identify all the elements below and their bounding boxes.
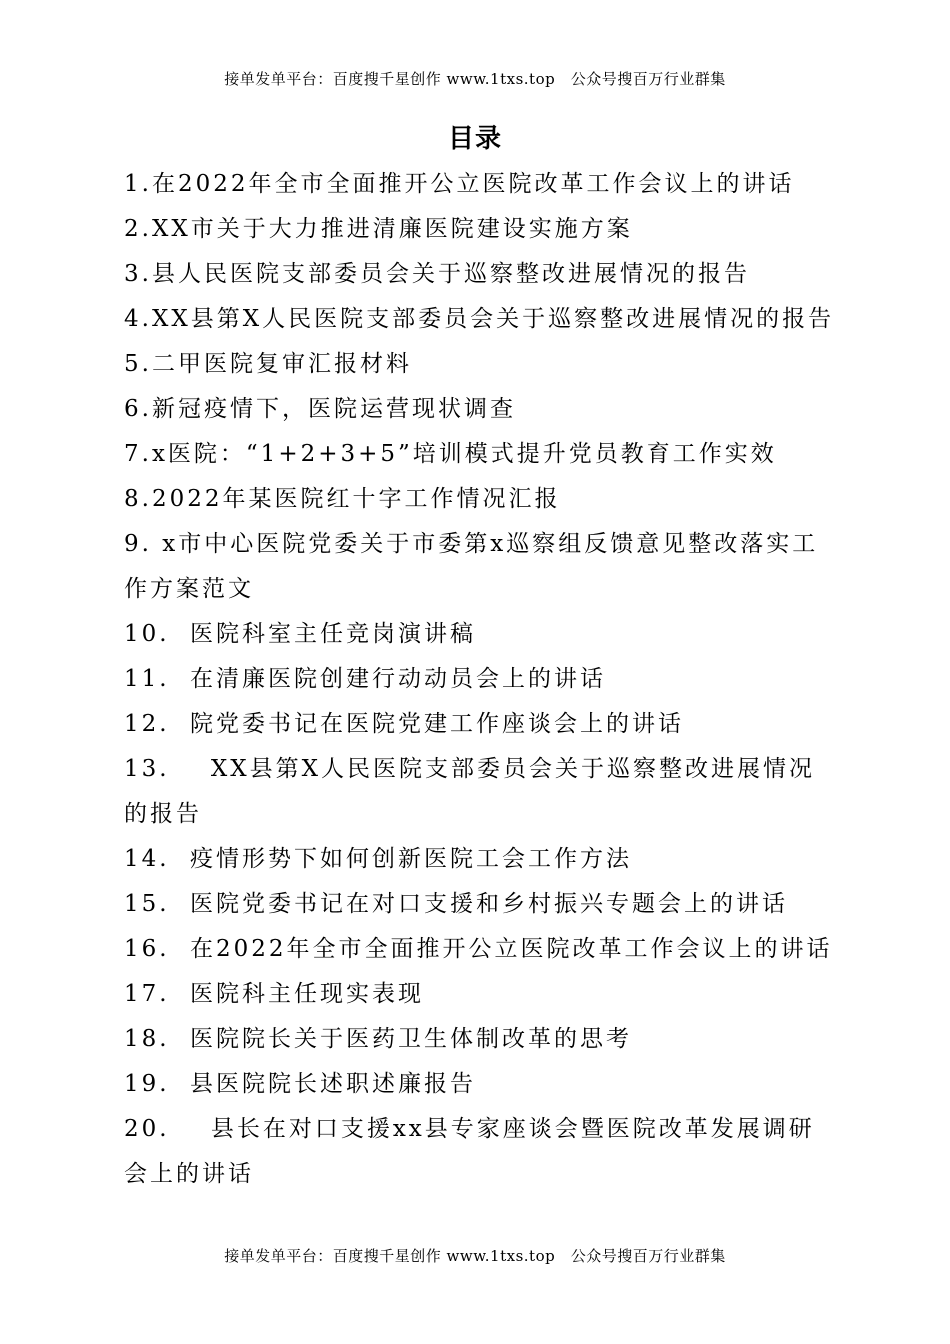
toc-item [124,657,839,702]
toc-item-title: 在2022年全市全面推开公立医院改革工作会议上的讲话 [151,171,795,197]
toc-item-number: 18. [124,1026,170,1052]
toc-item [124,1107,839,1197]
toc-item [124,702,839,747]
toc-item [124,927,839,972]
toc-item [124,207,839,252]
toc-item [124,522,839,612]
toc-item-number: 19. [124,1071,170,1097]
toc-item-number: 2. [124,216,152,242]
toc-item [124,252,839,297]
toc-item-title: XX县第X人民医院支部委员会关于巡察整改进展情况的报告 [151,306,835,332]
toc-item-title: 县医院院长述职述廉报告 [190,1071,476,1097]
toc-item-title: 医院科室主任竞岗演讲稿 [190,621,476,647]
toc-item [124,387,839,432]
toc-item-number: 16. [124,936,170,962]
toc-item-number: 12. [124,711,170,737]
toc-item-title: 2022年某医院红十字工作情况汇报 [151,486,561,512]
page-header: 接单发单平台：百度搜千星创作 www.1txs.top 公众号搜百万行业群集 [224,70,726,88]
toc-item-title: 在清廉医院创建行动动员会上的讲话 [190,666,606,692]
toc-item [124,882,839,927]
toc-item-number: 8. [124,486,152,512]
toc-item-number: 17. [124,981,170,1007]
toc-item-title: 县人民医院支部委员会关于巡察整改进展情况的报告 [151,261,750,287]
toc-item [124,297,839,342]
toc-item-title: 二甲医院复审汇报材料 [151,351,412,377]
toc-item [124,612,839,657]
toc-item-number: 9. [124,531,163,557]
toc-item-number: 5. [124,351,152,377]
toc-item-title: 医院党委书记在对口支援和乡村振兴专题会上的讲话 [190,891,788,917]
toc-item-title: 县长在对口支援xx县专家座谈会暨医院改革发展调研会上的讲话 [124,1116,815,1187]
toc-item-title: 医院院长关于医药卫生体制改革的思考 [190,1026,632,1052]
toc-item-number: 20. [124,1116,170,1142]
toc-item-number: 6. [124,396,152,422]
toc-item-title: 院党委书记在医院党建工作座谈会上的讲话 [190,711,684,737]
toc-item-number: 7. [124,441,152,467]
toc-item-number: 10. [124,621,170,647]
toc-item-title: 医院科主任现实表现 [190,981,424,1007]
toc-item [124,162,839,207]
toc-item [124,477,839,522]
toc-item [124,747,839,837]
page-footer: 接单发单平台：百度搜千星创作 www.1txs.top 公众号搜百万行业群集 [224,1247,726,1265]
toc-item [124,342,839,387]
toc-item [124,432,839,477]
toc-item-number: 1. [124,171,152,197]
table-of-contents [124,162,839,1197]
toc-item-number: 14. [124,846,170,872]
toc-item [124,972,839,1017]
toc-item-title: x市中心医院党委关于市委第x巡察组反馈意见整改落实工作方案范文 [124,531,819,602]
toc-item-number: 3. [124,261,152,287]
toc-item-title: XX市关于大力推进清廉医院建设实施方案 [151,216,633,242]
toc-item-number: 4. [124,306,152,332]
toc-item-number: 15. [124,891,170,917]
toc-item-number: 11. [124,666,170,692]
toc-item-title: 在2022年全市全面推开公立医院改革工作会议上的讲话 [190,936,833,962]
toc-item-title: x医院：“1+2+3+5”培训模式提升党员教育工作实效 [151,441,777,467]
toc-item-title: 疫情形势下如何创新医院工会工作方法 [190,846,632,872]
toc-item-number: 13. [124,756,170,782]
toc-item-title: 新冠疫情下，医院运营现状调查 [151,396,516,422]
toc-item [124,837,839,882]
toc-item-title: XX县第X人民医院支部委员会关于巡察整改进展情况的报告 [124,756,815,827]
page-title: 目录 [447,124,502,154]
toc-item [124,1062,839,1107]
toc-item [124,1017,839,1062]
